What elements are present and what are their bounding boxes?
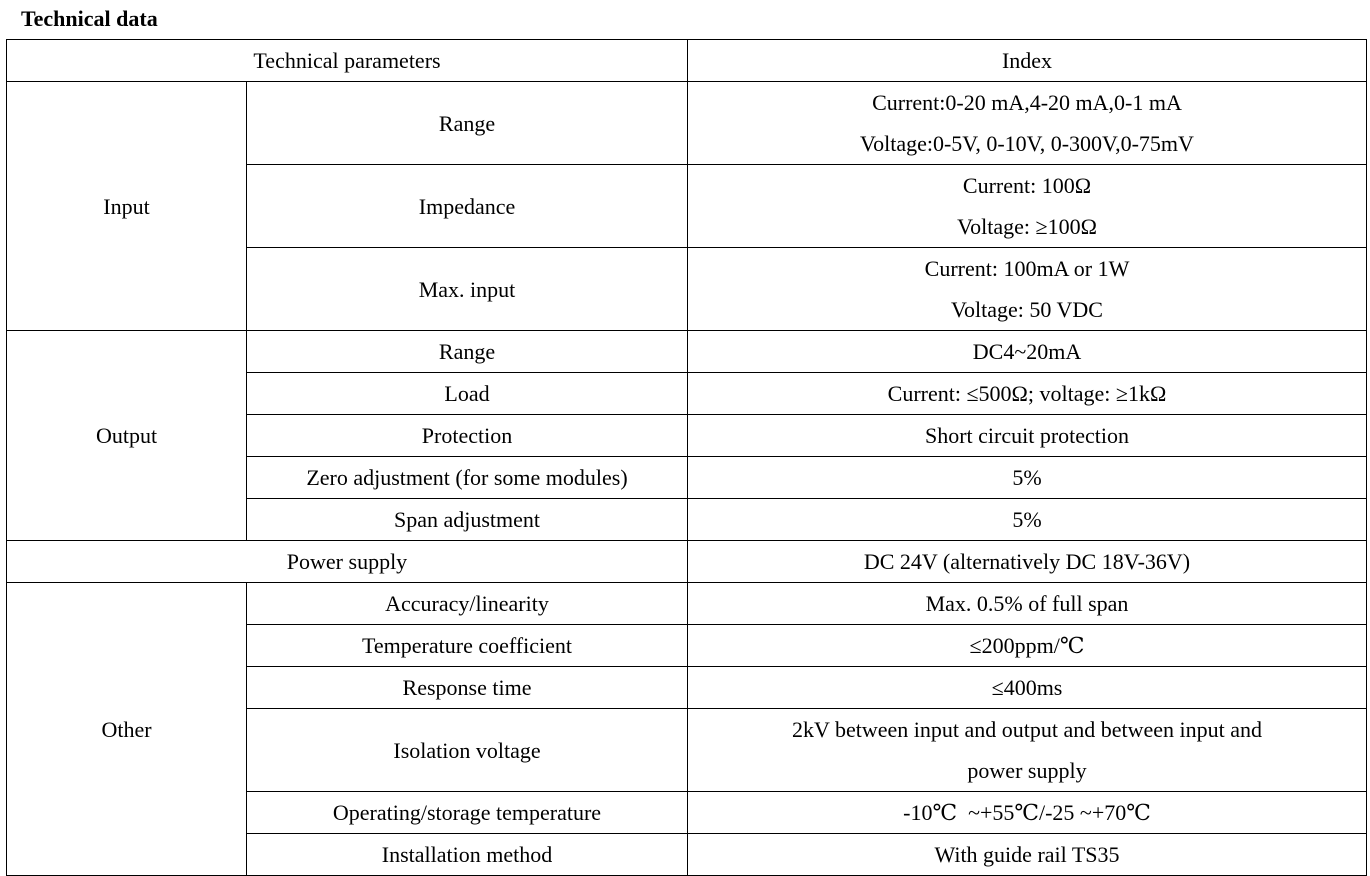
value-temperature-coefficient: ≤200ppm/℃ bbox=[688, 625, 1367, 667]
header-technical-parameters: Technical parameters bbox=[7, 40, 688, 82]
value-installation-method: With guide rail TS35 bbox=[688, 834, 1367, 876]
value-isolation-line-2: power supply bbox=[967, 758, 1087, 783]
value-input-max-current: Current: 100mA or 1W bbox=[924, 256, 1130, 281]
value-output-range: DC4~20mA bbox=[688, 331, 1367, 373]
param-accuracy: Accuracy/linearity bbox=[247, 583, 688, 625]
param-output-load: Load bbox=[247, 373, 688, 415]
param-input-range: Range bbox=[247, 82, 688, 165]
param-output-range: Range bbox=[247, 331, 688, 373]
group-input: Input bbox=[7, 82, 247, 331]
header-index: Index bbox=[688, 40, 1367, 82]
param-output-span: Span adjustment bbox=[247, 499, 688, 541]
table-row bbox=[7, 541, 1367, 583]
param-output-zero: Zero adjustment (for some modules) bbox=[247, 457, 688, 499]
param-operating-temperature: Operating/storage temperature bbox=[247, 792, 688, 834]
value-response-time: ≤400ms bbox=[688, 667, 1367, 709]
param-installation-method: Installation method bbox=[247, 834, 688, 876]
value-output-load: Current: ≤500Ω; voltage: ≥1kΩ bbox=[688, 373, 1367, 415]
param-input-impedance: Impedance bbox=[247, 165, 688, 248]
value-input-impedance-voltage: Voltage: ≥100Ω bbox=[957, 214, 1097, 239]
value-operating-temperature: -10℃ ~+55℃/-25 ~+70℃ bbox=[688, 792, 1367, 834]
table-header-row bbox=[7, 40, 1367, 82]
group-other: Other bbox=[7, 583, 247, 876]
table-row bbox=[7, 331, 1367, 373]
value-accuracy: Max. 0.5% of full span bbox=[688, 583, 1367, 625]
value-input-range-current: Current:0-20 mA,4-20 mA,0-1 mA bbox=[872, 90, 1182, 115]
value-output-span: 5% bbox=[688, 499, 1367, 541]
param-temperature-coefficient: Temperature coefficient bbox=[247, 625, 688, 667]
value-input-range-voltage: Voltage:0-5V, 0-10V, 0-300V,0-75mV bbox=[860, 131, 1194, 156]
param-input-max: Max. input bbox=[247, 248, 688, 331]
param-output-protection: Protection bbox=[247, 415, 688, 457]
value-input-impedance-current: Current: 100Ω bbox=[962, 173, 1092, 198]
table-row bbox=[7, 82, 1367, 165]
param-response-time: Response time bbox=[247, 667, 688, 709]
value-isolation-line-1: 2kV between input and output and between input and bbox=[791, 717, 1263, 742]
value-output-protection: Short circuit protection bbox=[688, 415, 1367, 457]
param-isolation-voltage: Isolation voltage bbox=[247, 709, 688, 792]
param-power-supply: Power supply bbox=[7, 541, 688, 583]
value-input-max-voltage: Voltage: 50 VDC bbox=[951, 297, 1103, 322]
value-output-zero: 5% bbox=[688, 457, 1367, 499]
table-row bbox=[7, 583, 1367, 625]
group-output: Output bbox=[7, 331, 247, 541]
technical-data-table bbox=[6, 39, 1367, 876]
value-input-max bbox=[688, 248, 1367, 331]
value-power-supply: DC 24V (alternatively DC 18V-36V) bbox=[688, 541, 1367, 583]
value-isolation-voltage bbox=[688, 709, 1367, 792]
document-title: Technical data bbox=[21, 6, 158, 31]
value-input-range bbox=[688, 82, 1367, 165]
value-input-impedance bbox=[688, 165, 1367, 248]
